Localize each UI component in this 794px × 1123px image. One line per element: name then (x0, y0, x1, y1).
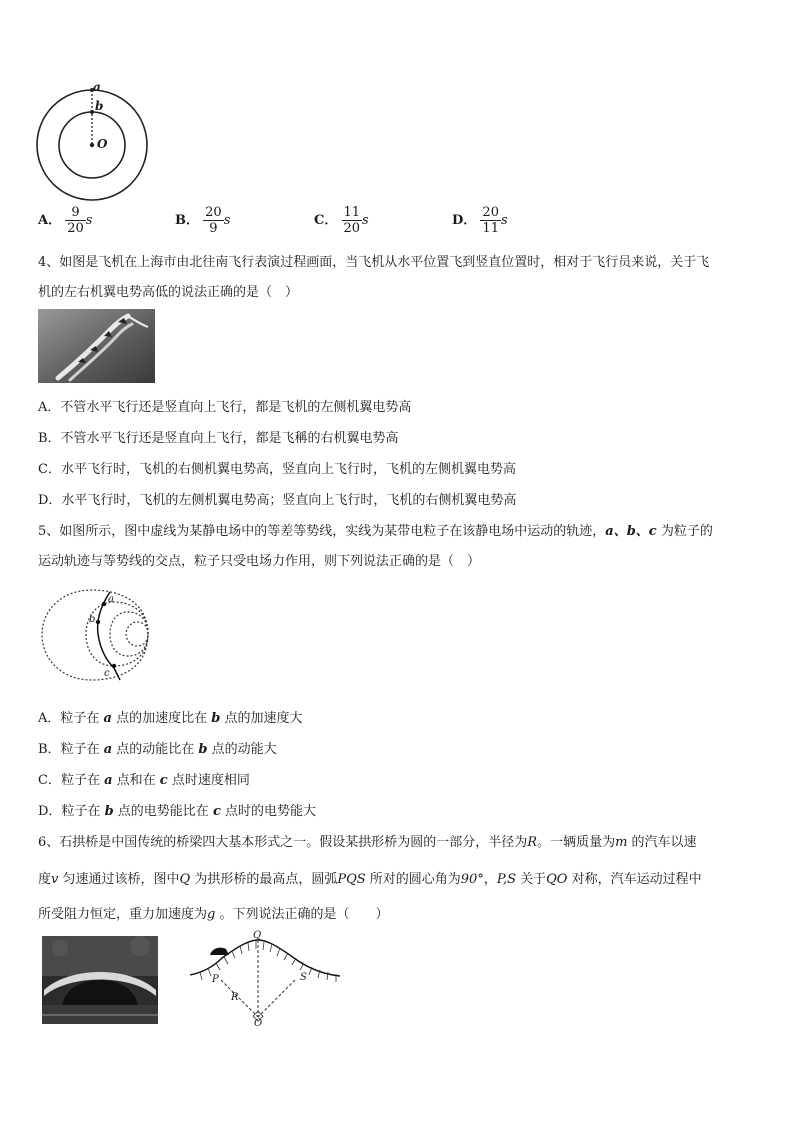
q6-stem-line2: 度v 匀速通过该桥，图中Q 为拱形桥的最高点，圆弧PQS 所对的圆心角为90°，P,S 关于QO 对称，汽车运动过程中 (38, 872, 702, 887)
q3-option-c: C． $\frac{11}{20}$ s (314, 205, 369, 236)
q5-label-a: a (108, 594, 114, 605)
q6-label-s: S (300, 972, 307, 983)
q3-label-o: O (97, 137, 108, 151)
q4-option-c: C．水平飞行时，飞机的右侧机翼电势高，竖直向上飞行时，飞机的左侧机翼电势高 (38, 462, 516, 477)
q5-option-c: C．粒子在 a 点和在 c 点时速度相同 (38, 773, 250, 788)
q5-stem-line2: 运动轨迹与等势线的交点，粒子只受电场力作用，则下列说法正确的是（ ） (38, 554, 481, 569)
q4-option-a: A．不管水平飞行还是竖直向上飞行，都是飞机的左侧机翼电势高 (38, 400, 412, 415)
q5-option-b: B．粒子在 a 点的动能比在 b 点的动能大 (38, 742, 277, 757)
q3-option-a: A． $\frac{9}{20}$ s (38, 205, 93, 236)
q4-option-b: B．不管水平飞行还是竖直向上飞行，都是飞稱的右机翼电势高 (38, 431, 399, 446)
q6-stem-line3: 所受阻力恒定，重力加速度为g 。下列说法正确的是（ ） (38, 907, 389, 922)
q3-option-b: B． $\frac{20}{9}$ s (175, 205, 231, 236)
q5-label-c: c (104, 668, 110, 679)
q4-stem-line2: 机的左右机翼电势高低的说法正确的是（ ） (38, 285, 299, 300)
q3-label-b: b (95, 99, 104, 113)
q4-option-d: D．水平飞行时，飞机的左侧机翼电势高；竖直向上飞行时，飞机的右侧机翼电势高 (38, 493, 517, 508)
q6-label-o: O (254, 1018, 263, 1029)
q5-label-b: b (89, 614, 96, 625)
q5-stem-line1: 5、如图所示，图中虚线为某静电场中的等差等势线，实线为某带电粒子在该静电场中运动的轨迹，a、b、c 为粒子的 (38, 524, 713, 539)
q3-option-d: D． $\frac{20}{11}$ s (452, 205, 508, 236)
q6-label-p: P (212, 974, 219, 985)
q5-option-d: D．粒子在 b 点的电势能比在 c 点时的电势能大 (38, 804, 316, 819)
q5-option-a: A．粒子在 a 点的加速度比在 b 点的加速度大 (38, 711, 303, 726)
q6-label-r: R (231, 992, 239, 1003)
q6-label-q: Q (253, 930, 262, 941)
q6-stem-line1: 6、石拱桥是中国传统的桥梁四大基本形式之一。假设某拱形桥为圆的一部分，半径为R。一辆质量为m 的汽车以速 (38, 835, 697, 850)
q3-label-a: a (93, 80, 101, 94)
q4-stem-line1: 4、如图是飞机在上海市由北往南飞行表演过程画面，当飞机从水平位置飞到竖直位置时，相对于飞行员来说，关于飞 (38, 255, 710, 270)
